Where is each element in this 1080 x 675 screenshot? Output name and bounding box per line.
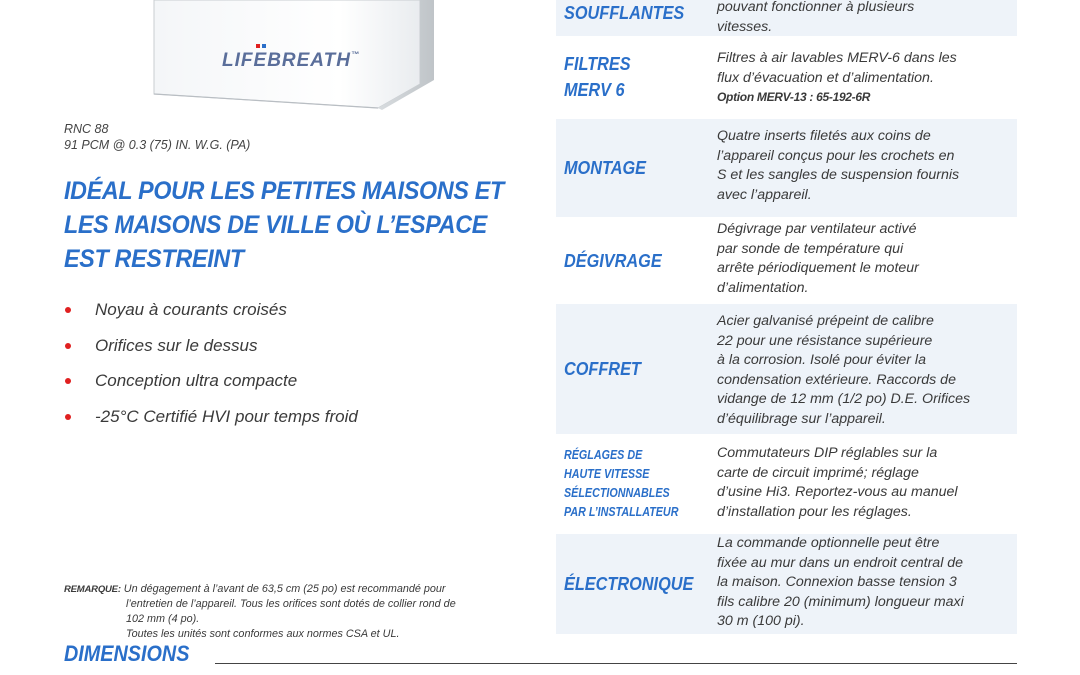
spec-row-coffret [556,304,1017,434]
feature-item [64,407,358,443]
feature-item [64,336,358,372]
remark-label: REMARQUE: [64,584,121,595]
spec-row-electronique [556,534,1017,634]
spec-desc: pouvant fonctionner à plusieurs vitesses. [717,0,915,35]
spec-row-montage [556,119,1017,217]
feature-list [64,300,358,442]
feature-item [64,371,358,407]
headline-line: IDÉAL POUR LES PETITES MAISONS ET [64,177,504,205]
bullet-dot [65,307,71,313]
headline-line: LES MAISONS DE VILLE OÙ L’ESPACE [64,211,487,239]
spec-row-soufflantes [556,0,1017,36]
spec-table [556,0,1017,637]
remark-text: l’entretien de l’appareil. Tous les orifices sont dotés de collier rond de [126,598,456,610]
spec-desc: Filtres à air lavables MERV-6 dans les flux d’évacuation et d’alimentation. Option MERV-13 : 65-192-6R [717,39,1017,111]
spec-label: ÉLECTRONIQUE [564,573,694,594]
spec-desc: Dégivrage par ventilateur activé par sonde de température qui arrête périodiquement le moteur d’alimentation. [717,221,919,296]
trademark: ™ [350,50,360,59]
spec-desc: Commutateurs DIP réglables sur la carte de circuit imprimé; réglage d’usine Hi3. Reportez-vous au manuel d’installation pour les réglages. [717,445,958,520]
bullet-dot [65,343,71,349]
spec-desc: La commande optionnelle peut être fixée au mur dans un endroit central de la maison. Connexion basse tension 3 fils calibre 20 (minimum) longueur maxi 30 m (100 pi). [717,535,964,630]
model-number: RNC 88 [64,122,109,136]
model-info [64,121,250,153]
spec-desc: Quatre inserts filetés aux coins de l’appareil conçus pour les crochets en S et les sangles de suspension fournis avec l’appareil. [717,128,960,203]
spec-label: FILTRES MERV 6 [564,53,631,100]
spec-label: DÉGIVRAGE [564,249,662,271]
logo-blue-dot [262,44,266,48]
feature-text: Noyau à courants croisés [95,300,287,319]
filter-option: Option MERV-13 : 65-192-6R [717,90,871,105]
feature-text: Orifices sur le dessus [95,335,258,355]
bullet-dot [65,414,71,420]
bullet-dot [65,378,71,384]
remark-text: Toutes les unités sont conformes aux normes CSA et UL. [126,628,400,640]
spec-label: MONTAGE [564,157,647,178]
model-airflow: 91 PCM @ 0.3 (75) IN. W.G. (PA) [64,138,251,152]
headline [64,174,504,276]
brand-suffix: BREATH [267,50,351,71]
headline-line: EST RESTREINT [64,245,244,273]
brand-logo [222,50,360,72]
feature-text: Conception ultra compacte [95,371,298,390]
feature-text: -25°C Certifié HVI pour temps froid [95,406,358,426]
remark-note [64,582,534,642]
spec-row-degivrage [556,220,1017,301]
remark-text: Un dégagement à l’avant de 63,5 cm (25 po) est recommandé pour [123,583,446,595]
logo-red-dot [256,44,260,48]
product-image [150,0,440,112]
spec-label: RÉGLAGES DE HAUTE VITESSE SÉLECTIONNABLES PAR L’INSTALLATEUR [564,448,679,519]
brand-prefix: LIF [222,50,254,71]
spec-row-reglages [556,437,1017,531]
spec-desc: Acier galvanisé prépeint de calibre 22 pour une résistance supérieure à la corrosion. Isolé pour éviter la condensation extérieure. Raccords de vidange de 12 mm (1/2 po) D.E. Orifices d’équilibrage sur l’appareil. [717,313,971,427]
feature-item [64,300,358,336]
remark-text: 102 mm (4 po). [126,613,200,625]
brand-e: E [254,50,268,71]
dimensions-rule [215,663,1017,664]
spec-label: SOUFFLANTES [564,2,685,23]
dimensions-heading: DIMENSIONS [64,641,190,666]
spec-row-filtres [556,39,1017,115]
spec-label: COFFRET [564,358,641,379]
